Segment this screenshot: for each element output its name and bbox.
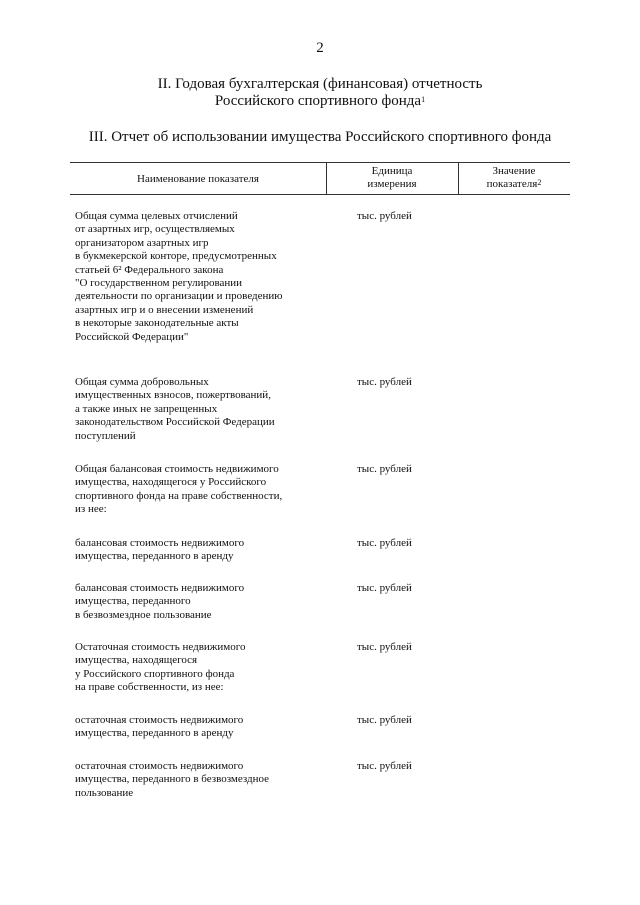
indicator-name: балансовая стоимость недвижимого имущества, переданного в безвозмездное пользование <box>75 582 245 621</box>
column-header-value <box>458 165 570 191</box>
section-2-heading-line1: II. Годовая бухгалтерская (финансовая) отчетность <box>157 76 483 92</box>
indicator-unit: тыс. рублей <box>357 641 412 653</box>
column-header-value-line1: Значение <box>492 165 536 177</box>
footnote-marker: 1 <box>421 95 426 104</box>
indicator-name: остаточная стоимость недвижимого имущества, переданного в безвозмездное пользование <box>75 760 270 799</box>
section-2-heading-line2 <box>0 93 640 110</box>
indicator-unit: тыс. рублей <box>357 210 412 222</box>
indicator-unit: тыс. рублей <box>357 463 412 475</box>
table-header <box>70 162 570 195</box>
indicator-unit: тыс. рублей <box>357 760 412 772</box>
indicator-name: Общая сумма добровольных имущественных взносов, пожертвований, а также иных не запрещенных законодательством Российской Федерации поступлений <box>75 376 275 442</box>
indicator-unit: тыс. рублей <box>357 376 412 388</box>
section-3-heading: III. Отчет об использовании имущества Российского спортивного фонда <box>88 129 552 145</box>
section-2-heading-text: Российского спортивного фонда <box>214 93 422 109</box>
column-header-unit-line2: измерения <box>367 178 417 190</box>
indicator-name: Общая балансовая стоимость недвижимого имущества, находящегося у Российского спортивного фонда на праве собственности, из нее: <box>75 463 283 516</box>
column-header-name: Наименование показателя <box>137 173 259 185</box>
indicator-name: остаточная стоимость недвижимого имущества, переданного в аренду <box>75 714 244 740</box>
indicator-unit: тыс. рублей <box>357 714 412 726</box>
column-header-unit <box>326 165 458 191</box>
indicator-unit: тыс. рублей <box>357 537 412 549</box>
indicator-name: Общая сумма целевых отчислений от азартных игр, осуществляемых организатором азартных игр в букмекерской конторе, предусмотренных статьей 6² Федерального закона "О государственном регулировании деятельности по организации и проведению азартных игр и о внесении изменений в некоторые законодательные акты Российской Федерации" <box>75 210 283 343</box>
column-header-unit-line1: Единица <box>371 165 413 177</box>
section-2-heading <box>0 76 640 110</box>
indicator-name: балансовая стоимость недвижимого имущества, переданного в аренду <box>75 537 245 563</box>
page-number: 2 <box>316 40 324 56</box>
indicator-name: Остаточная стоимость недвижимого имущества, находящегося у Российского спортивного фонда на праве собственности, из нее: <box>75 641 246 694</box>
indicator-unit: тыс. рублей <box>357 582 412 594</box>
column-header-value-line2 <box>458 178 570 191</box>
footnote-marker: 2 <box>537 178 542 187</box>
column-header-value-text: показателя <box>486 178 538 190</box>
